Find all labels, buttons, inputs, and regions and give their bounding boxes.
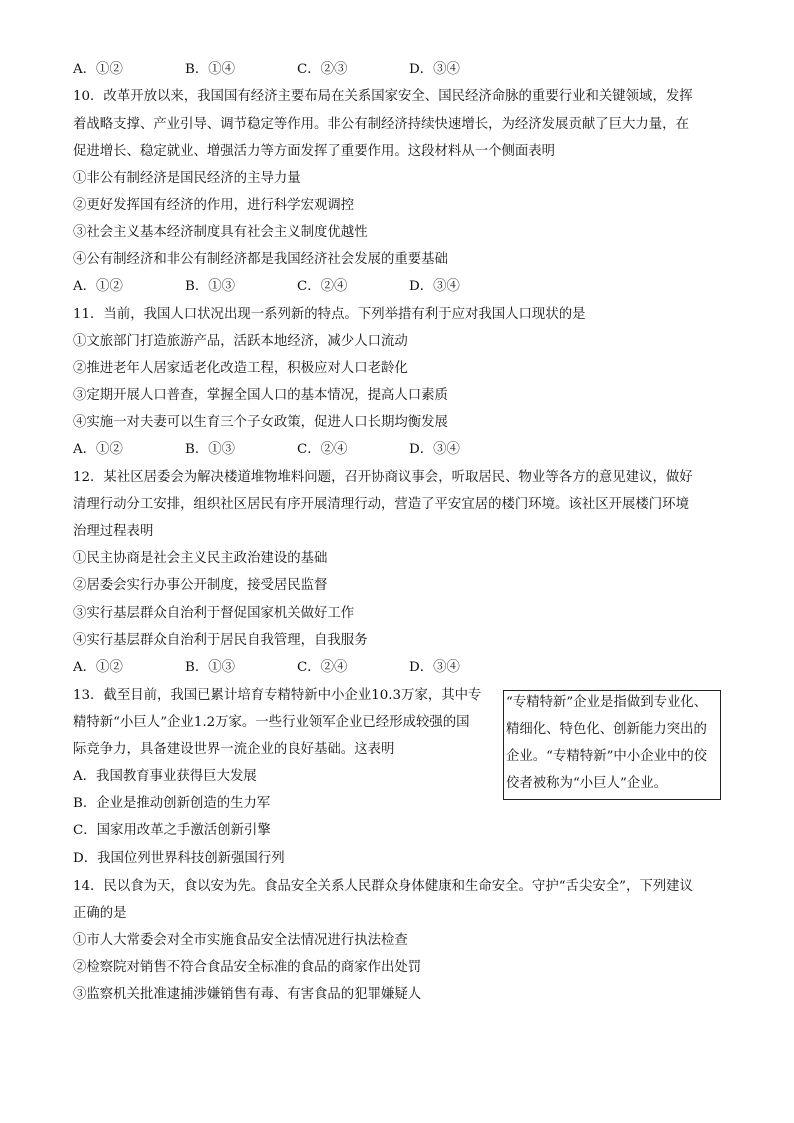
q14-stem-line-1: 14．民以食为天，食以安为先。食品安全关系人民群众身体健康和生命安全。守护“舌尖安全”，下列建议 xyxy=(73,879,693,894)
q13-choice-c[interactable]: C．国家用改革之手激活创新引擎 xyxy=(73,823,271,838)
q12-stem-line-3: 治理过程表明 xyxy=(73,524,154,539)
q14-stem-line-2: 正确的是 xyxy=(73,906,127,921)
q12-stem-line-2: 清理行动分工安排，组织社区居民有序开展清理行动，营造了平安宜居的楼门环境。该社区开展楼门环境 xyxy=(73,497,689,512)
q10-statement-3: ③社会主义基本经济制度具有社会主义制度优越性 xyxy=(73,225,368,240)
q13-note-line-2: 精细化、特色化、创新能力突出的 xyxy=(506,722,707,737)
q12-statement-2: ②居委会实行办事公开制度，接受居民监督 xyxy=(73,578,328,593)
q10-stem-line-1: 10．改革开放以来，我国国有经济主要布局在关系国家安全、国民经济命脉的重要行业和关键领域，发挥 xyxy=(73,89,693,104)
q12-option-b[interactable]: B．①③ xyxy=(185,660,236,675)
q9-option-c[interactable]: C．②③ xyxy=(297,62,348,77)
q13-note-box xyxy=(503,690,721,800)
q13-stem-line-3: 际竞争力，具备建设世界一流企业的良好基础。这表明 xyxy=(73,742,395,757)
q14-statement-1: ①市人大常委会对全市实施食品安全法情况进行执法检查 xyxy=(73,933,408,948)
q9-option-b[interactable]: B．①④ xyxy=(185,62,236,77)
q11-stem-line-1: 11．当前，我国人口状况出现一系列新的特点。下列举措有利于应对我国人口现状的是 xyxy=(73,307,586,322)
q11-statement-2: ②推进老年人居家适老化改造工程，积极应对人口老龄化 xyxy=(73,361,408,376)
q10-statement-1: ①非公有制经济是国民经济的主导力量 xyxy=(73,171,301,186)
q10-option-a[interactable]: A．①② xyxy=(73,279,123,294)
q11-option-b[interactable]: B．①③ xyxy=(185,442,236,457)
q14-statement-2: ②检察院对销售不符合食品安全标准的食品的商家作出处罚 xyxy=(73,960,422,975)
q11-statement-4: ④实施一对夫妻可以生育三个子女政策，促进人口长期均衡发展 xyxy=(73,415,448,430)
q12-option-d[interactable]: D．③④ xyxy=(409,660,460,675)
q14-statement-3: ③监察机关批准逮捕涉嫌销售有毒、有害食品的犯罪嫌疑人 xyxy=(73,987,422,1002)
q11-option-a[interactable]: A．①② xyxy=(73,442,123,457)
q13-note-line-3: 企业。“专精特新”中小企业中的佼 xyxy=(506,749,708,764)
q13-note-line-4: 佼者被称为“小巨人”企业。 xyxy=(506,776,667,791)
q12-statement-3: ③实行基层群众自治利于督促国家机关做好工作 xyxy=(73,606,355,621)
q10-option-d[interactable]: D．③④ xyxy=(409,279,460,294)
q11-statement-3: ③定期开展人口普查，掌握全国人口的基本情况，提高人口素质 xyxy=(73,388,448,403)
q10-stem-line-2: 着战略支撑、产业引导、调节稳定等作用。非公有制经济持续快速增长，为经济发展贡献了巨大力量，在 xyxy=(73,117,689,132)
q13-note-line-1: “专精特新”企业是指做到专业化、 xyxy=(506,695,708,710)
q12-stem-line-1: 12．某社区居委会为解决楼道堆物堆料问题，召开协商议事会，听取居民、物业等各方的意见建议，做好 xyxy=(73,470,693,485)
q12-statement-4: ④实行基层群众自治利于居民自我管理，自我服务 xyxy=(73,633,368,648)
q10-option-b[interactable]: B．①③ xyxy=(185,279,236,294)
q10-statement-4: ④公有制经济和非公有制经济都是我国经济社会发展的重要基础 xyxy=(73,252,448,267)
q11-statement-1: ①文旅部门打造旅游产品，活跃本地经济，减少人口流动 xyxy=(73,334,408,349)
q13-choice-d[interactable]: D．我国位列世界科技创新强国行列 xyxy=(73,851,285,866)
q9-option-d[interactable]: D．③④ xyxy=(409,62,460,77)
q10-statement-2: ②更好发挥国有经济的作用，进行科学宏观调控 xyxy=(73,198,355,213)
q10-stem-line-3: 促进增长、稳定就业、增强活力等方面发挥了重要作用。这段材料从一个侧面表明 xyxy=(73,144,556,159)
q9-option-a[interactable]: A．①② xyxy=(73,62,123,77)
q13-stem-line-2: 精特新“小巨人”企业1.2万家。一些行业领军企业已经形成较强的国 xyxy=(73,715,470,730)
q13-stem-line-1: 13．截至目前，我国已累计培育专精特新中小企业10.3万家，其中专 xyxy=(73,688,482,703)
q10-option-c[interactable]: C．②④ xyxy=(297,279,348,294)
q11-option-c[interactable]: C．②④ xyxy=(297,442,348,457)
q12-option-c[interactable]: C．②④ xyxy=(297,660,348,675)
q13-choice-a[interactable]: A．我国教育事业获得巨大发展 xyxy=(73,769,257,784)
q13-choice-b[interactable]: B．企业是推动创新创造的生力军 xyxy=(73,796,271,811)
q12-statement-1: ①民主协商是社会主义民主政治建设的基础 xyxy=(73,551,328,566)
q12-option-a[interactable]: A．①② xyxy=(73,660,123,675)
q11-option-d[interactable]: D．③④ xyxy=(409,442,460,457)
